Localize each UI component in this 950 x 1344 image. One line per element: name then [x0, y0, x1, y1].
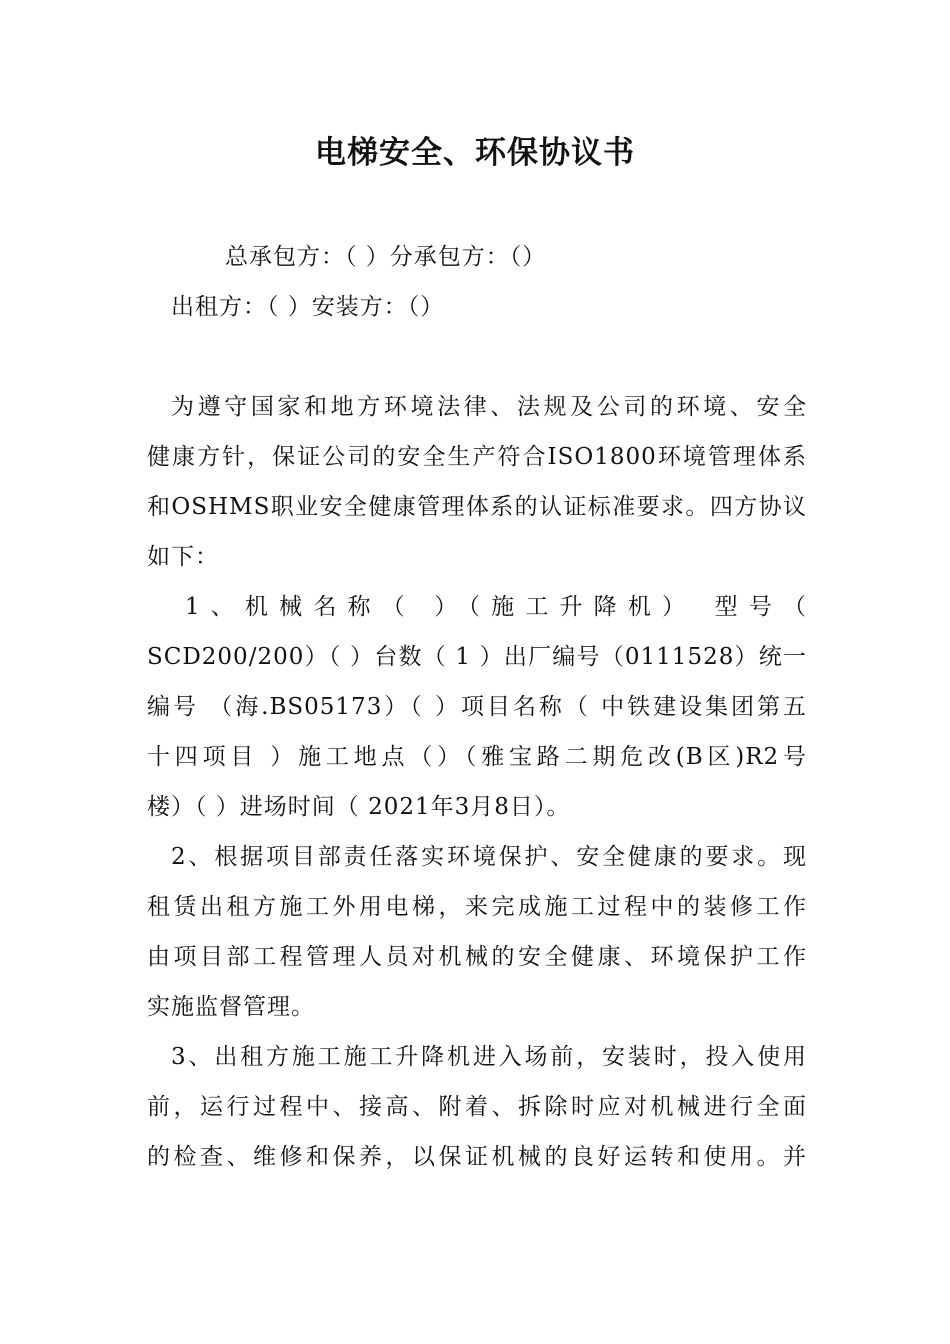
parties-line-contractors: 总承包方：（ ）分承包方：（） — [225, 244, 547, 270]
item-3-line: 的检查、维修和保养，以保证机械的良好运转和使用。并 — [147, 1144, 807, 1170]
intro-line: 为遵守国家和地方环境法律、法规及公司的环境、安全 — [171, 394, 807, 420]
item-2-line: 租赁出租方施工外用电梯，来完成施工过程中的装修工作 — [147, 894, 807, 920]
item-1-line: SCD200/200）（ ）台数（ 1 ）出厂编号（0111528）统一 — [147, 644, 807, 670]
document-title: 电梯安全、环保协议书 — [315, 135, 635, 171]
item-3-line: 3、出租方施工施工升降机进入场前，安装时，投入使用 — [171, 1044, 807, 1070]
item-1-line: 十四项目 ）施工地点（）（雅宝路二期危改(B区)R2号 — [147, 744, 807, 770]
item-1-line: 楼）（ ）进场时间（ 2021年3月8日）。 — [147, 794, 571, 820]
item-2-line: 2、根据项目部责任落实环境保护、安全健康的要求。现 — [171, 844, 807, 870]
intro-line: 如下： — [147, 544, 219, 570]
item-2-line: 实施监督管理。 — [147, 994, 315, 1020]
item-2-line: 由项目部工程管理人员对机械的安全健康、环境保护工作 — [147, 944, 807, 970]
item-3-line: 前，运行过程中、接高、附着、拆除时应对机械进行全面 — [147, 1094, 807, 1120]
item-1-line: 编号 （海.BS05173）（ ）项目名称（ 中铁建设集团第五 — [147, 694, 807, 720]
intro-line: 健康方针，保证公司的安全生产符合ISO1800环境管理体系 — [147, 444, 807, 470]
parties-line-lessor-installer: 出租方：（ ）安装方：（） — [171, 294, 445, 320]
intro-line: 和OSHMS职业安全健康管理体系的认证标准要求。四方协议 — [147, 494, 807, 520]
item-1-line: 1、机械名称（ ）（施工升降机） 型号（ — [185, 594, 807, 620]
